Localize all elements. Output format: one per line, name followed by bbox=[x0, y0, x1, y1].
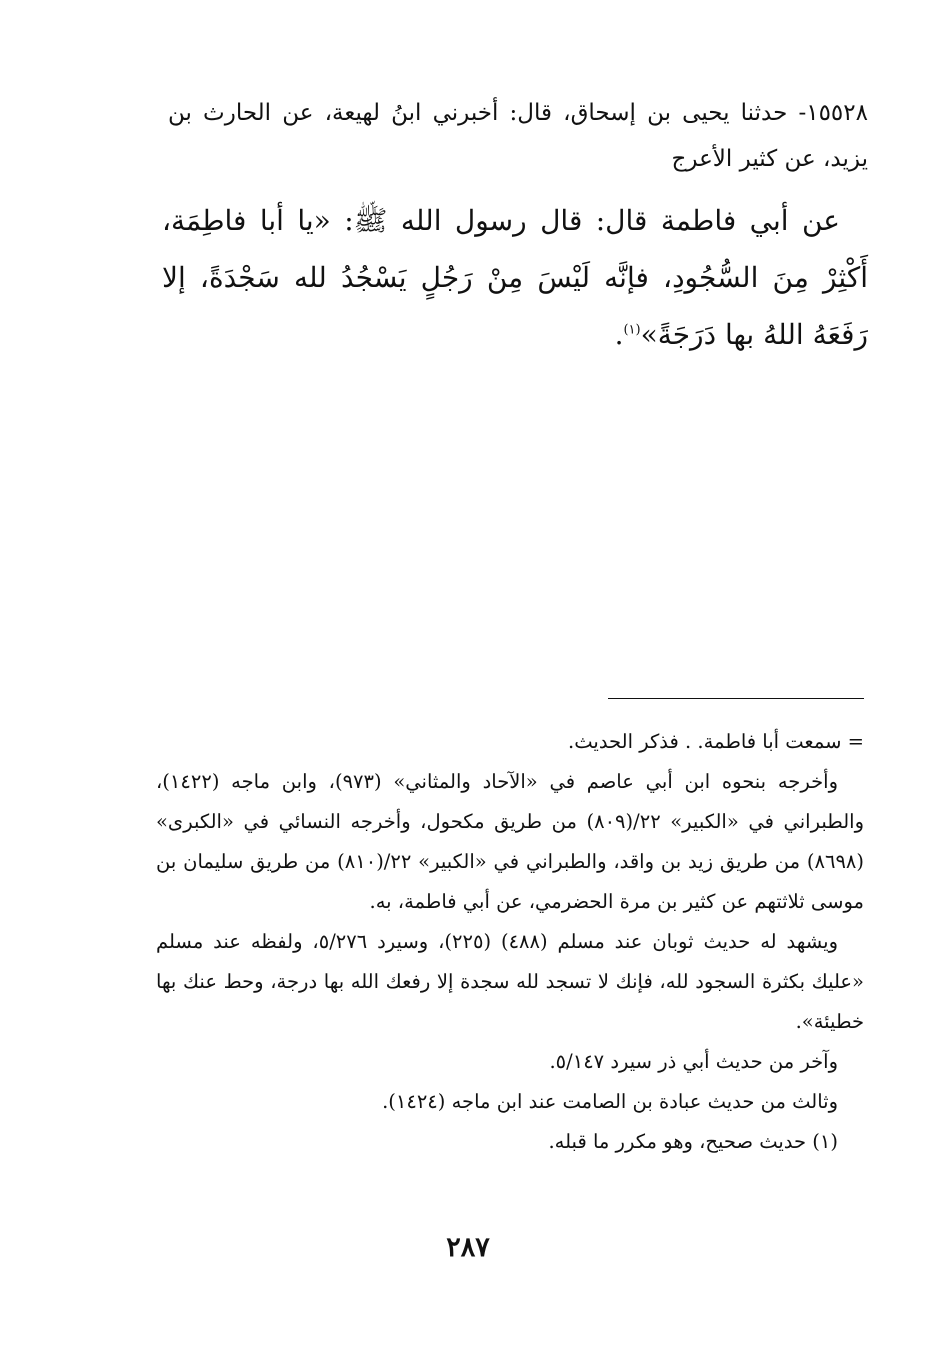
footnote-separator bbox=[608, 698, 864, 699]
hadith-matn bbox=[162, 192, 868, 363]
footnote-1: (١) حديث صحيح، وهو مكرر ما قبله. bbox=[548, 1130, 838, 1153]
isnad-text: ١٥٥٢٨- حدثنا يحيى بن إسحاق، قال: أخبرني ابنُ لهيعة، عن الحارث بن يزيد، عن كثير الأعرج bbox=[168, 100, 868, 172]
footnote-reference[interactable]: (١) bbox=[623, 322, 641, 338]
footnote-paragraph-abu-dharr: وآخر من حديث أبي ذر سيرد ٥/١٤٧. bbox=[549, 1050, 838, 1073]
matn-end: . bbox=[614, 318, 624, 351]
footnote-paragraph-takhrij: وأخرجه بنحوه ابن أبي عاصم في «الآحاد والمثاني» (٩٧٣)، وابن ماجه (١٤٢٢)، والطبراني في «الكبير» ٢٢/(٨٠٩) من طريق مكحول، وأخرجه النسائي في «الكبرى» (٨٦٩٨) من طريق زيد بن واقد، والطبراني في «الكبير» ٢٢/(٨١٠) من طريق سليمان بن موسى ثلاثتهم عن كثير بن مرة الحضرمي، عن أبي فاطمة، به. bbox=[156, 770, 865, 913]
footnotes-section bbox=[156, 722, 864, 1162]
footnote-paragraph-ubada: وثالث من حديث عبادة بن الصامت عند ابن ماجه (١٤٢٤). bbox=[382, 1090, 838, 1113]
page-number: ٢٨٧ bbox=[446, 1232, 490, 1263]
matn-text: عن أبي فاطمة قال: قال رسول الله ﷺ: «يا أبا فاطِمَة، أَكْثِرْ مِنَ السُّجُودِ، فإنَّه لَيْسَ مِنْ رَجُلٍ يَسْجُدُ لله سَجْدَةً، إلا رَفَعَهُ اللهُ بها دَرَجَةً» bbox=[162, 204, 868, 351]
footnote-continuation: = سمعت أبا فاطمة. . فذكر الحديث. bbox=[568, 730, 864, 753]
hadith-isnad bbox=[168, 90, 868, 182]
footnote-paragraph-shahid: ويشهد له حديث ثوبان عند مسلم (٤٨٨) (٢٢٥)، وسيرد ٥/٢٧٦، ولفظه عند مسلم «عليك بكثرة السجود لله، فإنك لا تسجد لله سجدة إلا رفعك الله بها درجة، وحط عنك بها خطيئة». bbox=[156, 930, 864, 1033]
